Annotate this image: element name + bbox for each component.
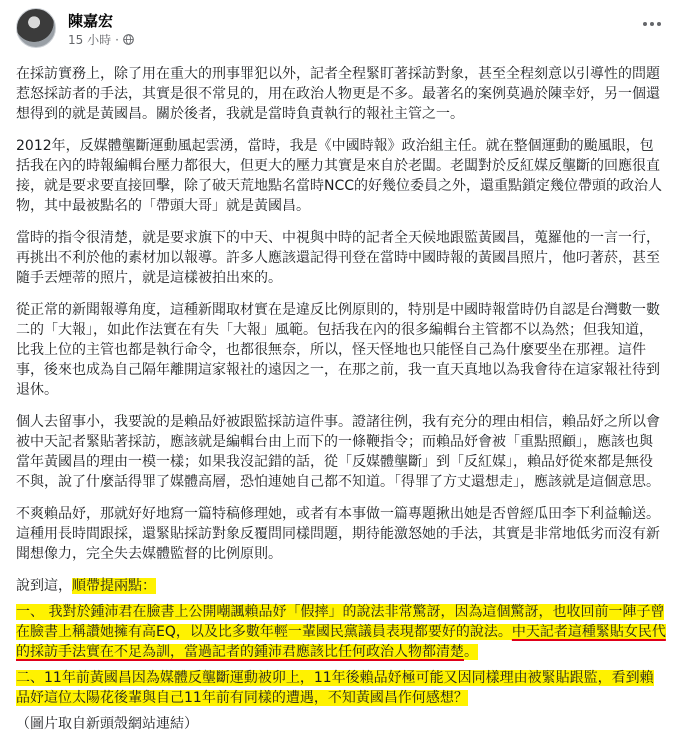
post-header xyxy=(16,8,666,50)
paragraph-4: 從正常的新聞報導角度，這種新聞取材實在是違反比例原則的，特別是中國時報當時仍自認是台灣數一數二的「大報」，如此作法實在有失「大報」風範。包括我在內的很多編輯台主管都不以為然；但我知道，比我上位的主管也都是執行命令，也都很無奈，所以，怪天怪地也只能怪自己為什麼要坐在那裡。這件事，後來也成為自己隔年離開這家報社的遠因之一，在那之前，我一直天真地以為我會待在這家報社待到退休。 xyxy=(16,302,660,398)
underlined-text: 中天記者這種緊貼女民代的採訪手法實在不足為訓，當過記者的鍾沛君應該比任何政治人物都清楚 xyxy=(16,624,666,660)
image-caption: （圖片取自新頭殼網站連結） xyxy=(16,716,198,732)
avatar[interactable] xyxy=(16,8,56,48)
author-name[interactable]: 陳嘉宏 xyxy=(68,12,114,30)
point-2: 二、11年前黃國昌因為媒體反壟斷運動被卯上，11年後賴品妤極可能又因同樣理由被緊貼跟監，看到賴品妤這位太陽花後輩與自己11年前有同樣的遭遇，不知黃國昌作何感想？ xyxy=(16,670,654,706)
highlighted-text: 順帶提兩點 xyxy=(72,578,142,594)
paragraph-5: 個人去留事小，我要說的是賴品妤被跟監採訪這件事。證諸往例，我有充分的理由相信，賴品妤之所以會被中天記者緊貼著採訪，應該就是編輯台由上而下的一條鞭指令；而賴品妤會被「重點照顧」，應該也與當年黃國昌的理由一模一樣；如果我沒記錯的話，從「反媒體壟斷」到「反紅媒」，賴品妤從來都是無役不與，說了什麼話得罪了媒體高層，恐怕連她自己都不知道。「得罪了方丈還想走」，應該就是這個意思。 xyxy=(16,414,660,490)
more-options-icon[interactable] xyxy=(638,12,666,36)
paragraph-1: 在採訪實務上，除了用在重大的刑事罪犯以外，記者全程緊盯著採訪對象，甚至全程刻意以引導性的問題惹怒採訪者的手法，其實是很不常見的，用在政治人物更是不多。最著名的案例莫過於陳幸妤，另一個還想得到的就是黃國昌。關於後者，我就是當時負責執行的報社主管之一。 xyxy=(16,66,660,122)
post-meta: 15 小時 · xyxy=(68,31,134,48)
intro-line: 說到這，順帶提兩點： xyxy=(16,578,156,594)
point-1: 一、 我對於鍾沛君在臉書上公開嘲諷賴品妤「假摔」的說法非常驚訝，因為這個驚訝，也收回前一陣子曾在臉書上稱讚她擁有高EQ，以及比多數年輕一輩國民黨議員表現都要好的說法。中天記者這種緊貼女民代的採訪手法實在不足為訓，當過記者的鍾沛君應該比任何政治人物都清楚。 xyxy=(16,604,666,660)
paragraph-6: 不爽賴品妤，那就好好地寫一篇特稿修理她，或者有本事做一篇專題揪出她是否曾經瓜田李下利益輸送。這種用長時間跟採，還緊貼採訪對象反覆問同樣問題，期待能激怒她的手法，其實是非常地低劣而沒有新聞想像力，完全失去媒體監督的比例原則。 xyxy=(16,506,660,562)
paragraph-2: 2012年，反媒體壟斷運動風起雲湧，當時，我是《中國時報》政治組主任。就在整個運動的颱風眼，包括我在內的時報編輯台壓力都很大，但更大的壓力其實是來自於老闆。老闆對於反紅媒反壟斷的回應很直接，就是要求要直接回擊，除了破天荒地點名當時NCC的好幾位委員之外，還重點鎖定幾位帶頭的政治人物，其中最被點名的「帶頭大哥」就是黃國昌。 xyxy=(16,138,663,214)
paragraph-3: 當時的指令很清楚，就是要求旗下的中天、中視與中時的記者全天候地跟監黃國昌，蒐羅他的一言一行，再挑出不利於他的素材加以報導。許多人應該還記得刊登在當時中國時報的黃國昌照片，他叼著菸，甚至隨手丟煙蒂的照片，就是這樣被拍出來的。 xyxy=(16,230,660,286)
post-body xyxy=(16,64,666,746)
post-time[interactable]: 15 小時 xyxy=(68,33,112,47)
globe-icon[interactable] xyxy=(123,34,134,45)
